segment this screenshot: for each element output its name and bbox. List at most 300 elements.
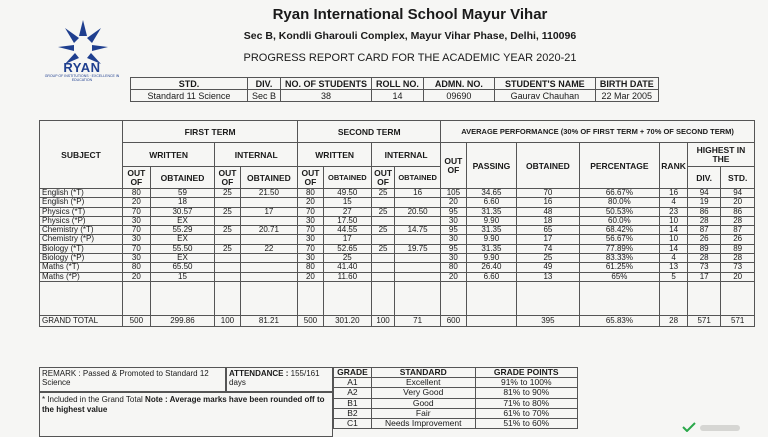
mark-cell: 52.65 <box>323 244 371 253</box>
mark-cell: 30 <box>123 235 151 244</box>
mark-cell: 94 <box>687 189 720 198</box>
mark-cell: 26.40 <box>466 263 517 272</box>
mark-cell: 100 <box>372 316 395 327</box>
mark-cell <box>240 263 298 272</box>
standard-cell: Very Good <box>371 388 475 398</box>
standard-header: STANDARD <box>371 368 475 378</box>
empty-cell <box>40 307 123 316</box>
empty-cell <box>517 307 579 316</box>
subject-cell: Chemistry (*P) <box>40 235 123 244</box>
mark-cell: EX <box>150 254 215 263</box>
mark-cell: 9.90 <box>466 235 517 244</box>
mark-cell: 30 <box>298 254 323 263</box>
mark-cell <box>372 254 395 263</box>
highest-header: HIGHEST IN THE <box>687 143 754 167</box>
mark-cell: 70 <box>123 244 151 253</box>
mark-cell: 100 <box>215 316 240 327</box>
mark-cell: 15 <box>150 272 215 281</box>
school-name: Ryan International School Mayur Vihar <box>272 6 548 23</box>
empty-cell <box>687 299 720 307</box>
mark-cell: 86 <box>687 207 720 216</box>
st-written-header: WRITTEN <box>298 143 372 167</box>
mark-cell: 74 <box>517 244 579 253</box>
mark-cell: 48 <box>517 207 579 216</box>
rank-header: RANK <box>660 143 688 189</box>
mark-cell <box>395 235 441 244</box>
mark-cell: 28 <box>660 316 688 327</box>
empty-cell <box>240 281 298 290</box>
mark-cell: 95 <box>441 226 466 235</box>
grade-cell: B1 <box>334 398 372 408</box>
mark-cell: 31.35 <box>466 226 517 235</box>
mark-cell: 25 <box>323 254 371 263</box>
mark-cell: 16 <box>395 189 441 198</box>
mark-cell: 19.75 <box>395 244 441 253</box>
mark-cell: 30 <box>441 235 466 244</box>
mark-cell: 70 <box>517 189 579 198</box>
empty-cell <box>395 281 441 290</box>
mark-cell: 80 <box>298 189 323 198</box>
mark-cell: 87 <box>721 226 755 235</box>
mark-cell: 59 <box>150 189 215 198</box>
mark-cell: 95 <box>441 207 466 216</box>
passing-header: PASSING <box>466 143 517 189</box>
empty-cell <box>240 290 298 298</box>
table-row <box>40 189 755 198</box>
empty-cell <box>150 307 215 316</box>
mark-cell: 31.35 <box>466 244 517 253</box>
mark-cell: 15 <box>323 198 371 207</box>
mark-cell: 14 <box>660 226 688 235</box>
attendance-label: ATTENDANCE : <box>229 369 289 378</box>
mark-cell <box>240 216 298 225</box>
empty-cell <box>579 299 660 307</box>
mark-cell: 31.35 <box>466 207 517 216</box>
empty-cell <box>323 307 371 316</box>
mark-cell: 86 <box>721 207 755 216</box>
obtained-header: OBTAINED <box>323 167 371 189</box>
mark-cell: 571 <box>687 316 720 327</box>
first-term-header: FIRST TERM <box>123 121 298 143</box>
mark-cell: 14.75 <box>395 226 441 235</box>
mark-cell: 9.90 <box>466 216 517 225</box>
students-count-value: 38 <box>281 90 372 102</box>
mark-cell: 56.67% <box>579 235 660 244</box>
logo-tagline: GROUP OF INSTITUTIONS · EXCELLENCE IN EDUCATION <box>44 74 120 82</box>
mark-cell: 600 <box>441 316 466 327</box>
empty-cell <box>123 307 151 316</box>
empty-cell <box>721 281 755 290</box>
empty-cell <box>721 299 755 307</box>
mark-cell: 20 <box>298 272 323 281</box>
mark-cell: 20 <box>721 198 755 207</box>
mark-cell: 28 <box>687 254 720 263</box>
mark-cell: 80 <box>441 263 466 272</box>
mark-cell: 68.42% <box>579 226 660 235</box>
mark-cell <box>395 254 441 263</box>
mark-cell <box>395 263 441 272</box>
subject-cell: Biology (*T) <box>40 244 123 253</box>
highest-std-header: STD. <box>721 167 755 189</box>
mark-cell: 44.55 <box>323 226 371 235</box>
blank-row <box>40 299 755 307</box>
grade-body <box>334 378 578 429</box>
mark-cell: EX <box>150 235 215 244</box>
mark-cell <box>215 216 240 225</box>
empty-cell <box>441 290 466 298</box>
empty-cell <box>660 290 688 298</box>
blank-row <box>40 307 755 316</box>
school-address: Sec B, Kondli Gharouli Complex, Mayur Vihar Phase, Delhi, 110096 <box>243 30 577 42</box>
mark-cell: 30 <box>441 254 466 263</box>
mark-cell: 11.60 <box>323 272 371 281</box>
mark-cell: 301.20 <box>323 316 371 327</box>
mark-cell <box>395 272 441 281</box>
grade-points-cell: 91% to 100% <box>475 378 577 388</box>
standard-cell: Fair <box>371 408 475 418</box>
empty-cell <box>466 281 517 290</box>
empty-cell <box>372 299 395 307</box>
mark-cell: 571 <box>721 316 755 327</box>
mark-cell: 73 <box>687 263 720 272</box>
table-row <box>40 244 755 253</box>
mark-cell: 20 <box>441 198 466 207</box>
empty-cell <box>323 281 371 290</box>
empty-cell <box>323 290 371 298</box>
blank-row <box>40 281 755 290</box>
empty-cell <box>215 281 240 290</box>
mark-cell <box>466 316 517 327</box>
mark-cell: 26 <box>721 235 755 244</box>
report-title: PROGRESS REPORT CARD FOR THE ACADEMIC YEAR 2020-21 <box>243 52 577 64</box>
mark-cell: 17 <box>517 235 579 244</box>
grade-scale-table <box>333 367 578 429</box>
mark-cell: 19 <box>687 198 720 207</box>
subject-cell: Physics (*P) <box>40 216 123 225</box>
mark-cell <box>240 254 298 263</box>
mark-cell: 17 <box>240 207 298 216</box>
mark-cell: 22 <box>240 244 298 253</box>
mark-cell: 17 <box>323 235 371 244</box>
empty-cell <box>40 290 123 298</box>
empty-cell <box>150 299 215 307</box>
mark-cell: 25 <box>372 207 395 216</box>
student-info-table <box>130 77 659 102</box>
table-row <box>40 226 755 235</box>
empty-cell <box>517 281 579 290</box>
mark-cell <box>372 216 395 225</box>
empty-cell <box>660 307 688 316</box>
attendance-value: 155/161 days <box>229 369 320 387</box>
mark-cell: 94 <box>721 189 755 198</box>
mark-cell: 21.50 <box>240 189 298 198</box>
mark-cell <box>240 198 298 207</box>
mark-cell: 26 <box>687 235 720 244</box>
mark-cell <box>215 272 240 281</box>
empty-cell <box>395 299 441 307</box>
mark-cell: 13 <box>660 263 688 272</box>
subject-cell: GRAND TOTAL <box>40 316 123 327</box>
mark-cell: 20 <box>123 272 151 281</box>
marks-body <box>40 189 755 327</box>
ft-written-header: WRITTEN <box>123 143 215 167</box>
table-row <box>40 263 755 272</box>
mark-cell: 89 <box>721 244 755 253</box>
mark-cell: 61.25% <box>579 263 660 272</box>
empty-cell <box>466 299 517 307</box>
mark-cell: 80 <box>298 263 323 272</box>
mark-cell: 25 <box>517 254 579 263</box>
note-rounding: Note : Average marks have been rounded off to the highest value <box>42 395 325 414</box>
avg-out-of-header: OUT OF <box>441 143 466 189</box>
mark-cell: 50.53% <box>579 207 660 216</box>
subject-cell: Maths (*P) <box>40 272 123 281</box>
grand-total-row <box>40 316 755 327</box>
blank-row <box>40 290 755 298</box>
out-of-header: OUT OF <box>215 167 240 189</box>
mark-cell: 6.60 <box>466 198 517 207</box>
table-row <box>40 235 755 244</box>
grade-row <box>334 418 578 428</box>
name-header: STUDENT'S NAME <box>494 78 595 90</box>
subject-cell: Biology (*P) <box>40 254 123 263</box>
mark-cell: 55.50 <box>150 244 215 253</box>
mark-cell <box>372 263 395 272</box>
mark-cell <box>215 198 240 207</box>
empty-cell <box>721 307 755 316</box>
empty-cell <box>298 290 323 298</box>
table-row <box>40 216 755 225</box>
mark-cell: 20 <box>441 272 466 281</box>
subject-cell: English (*P) <box>40 198 123 207</box>
obtained-header: OBTAINED <box>395 167 441 189</box>
div-header: DIV. <box>248 78 281 90</box>
grade-cell: A1 <box>334 378 372 388</box>
mark-cell: 23 <box>660 207 688 216</box>
mark-cell: 70 <box>298 226 323 235</box>
mark-cell <box>215 235 240 244</box>
mark-cell <box>372 235 395 244</box>
mark-cell: 49.50 <box>323 189 371 198</box>
out-of-header: OUT OF <box>298 167 323 189</box>
note-box <box>39 392 333 437</box>
mark-cell: 66.67% <box>579 189 660 198</box>
mark-cell: 28 <box>721 254 755 263</box>
standard-cell: Good <box>371 398 475 408</box>
empty-cell <box>150 281 215 290</box>
mark-cell: 13 <box>517 272 579 281</box>
grade-row <box>334 388 578 398</box>
mark-cell: 77.89% <box>579 244 660 253</box>
empty-cell <box>579 281 660 290</box>
mark-cell: 87 <box>687 226 720 235</box>
empty-cell <box>441 307 466 316</box>
mark-cell: 20.71 <box>240 226 298 235</box>
mark-cell: 9.90 <box>466 254 517 263</box>
ft-internal-header: INTERNAL <box>215 143 298 167</box>
mark-cell: 89 <box>687 244 720 253</box>
grade-header: GRADE <box>334 368 372 378</box>
mark-cell: 28 <box>687 216 720 225</box>
mark-cell: 70 <box>123 226 151 235</box>
birth-value: 22 Mar 2005 <box>595 90 658 102</box>
table-row <box>40 198 755 207</box>
mark-cell: 65.50 <box>150 263 215 272</box>
mark-cell: 10 <box>660 216 688 225</box>
mark-cell <box>240 272 298 281</box>
empty-cell <box>579 290 660 298</box>
mark-cell: 49 <box>517 263 579 272</box>
mark-cell: 65% <box>579 272 660 281</box>
mark-cell: EX <box>150 216 215 225</box>
mark-cell: 500 <box>123 316 151 327</box>
empty-cell <box>372 307 395 316</box>
subject-cell: Maths (*T) <box>40 263 123 272</box>
grade-row <box>334 398 578 408</box>
empty-cell <box>517 299 579 307</box>
mark-cell: 395 <box>517 316 579 327</box>
mark-cell: 18 <box>517 216 579 225</box>
mark-cell: 83.33% <box>579 254 660 263</box>
empty-cell <box>466 307 517 316</box>
remark-box <box>39 367 226 392</box>
subject-cell: English (*T) <box>40 189 123 198</box>
mark-cell: 70 <box>298 244 323 253</box>
admn-header: ADMN. NO. <box>423 78 494 90</box>
grade-points-header: GRADE POINTS <box>475 368 577 378</box>
div-value: Sec B <box>248 90 281 102</box>
remark-text: REMARK : Passed & Promoted to Standard 12 Science <box>42 369 209 387</box>
grade-points-cell: 61% to 70% <box>475 408 577 418</box>
mark-cell: 70 <box>298 207 323 216</box>
roll-header: ROLL NO. <box>372 78 424 90</box>
mark-cell: 30 <box>441 216 466 225</box>
mark-cell <box>395 216 441 225</box>
mark-cell: 30 <box>298 235 323 244</box>
mark-cell: 25 <box>372 244 395 253</box>
attendance-box <box>226 367 333 392</box>
standard-cell: Needs Improvement <box>371 418 475 428</box>
mark-cell: 81.21 <box>240 316 298 327</box>
empty-cell <box>298 281 323 290</box>
mark-cell: 16 <box>517 198 579 207</box>
out-of-header: OUT OF <box>123 167 151 189</box>
mark-cell: 73 <box>721 263 755 272</box>
birth-header: BIRTH DATE <box>595 78 658 90</box>
name-value: Gaurav Chauhan <box>494 90 595 102</box>
mark-cell: 65 <box>517 226 579 235</box>
standard-cell: Excellent <box>371 378 475 388</box>
mark-cell: 10 <box>660 235 688 244</box>
mark-cell: 25 <box>215 226 240 235</box>
empty-cell <box>660 299 688 307</box>
mark-cell: 41.40 <box>323 263 371 272</box>
blurred-mark <box>700 425 740 431</box>
note-included: * Included in the Grand Total <box>42 395 143 404</box>
marks-table <box>39 120 755 327</box>
empty-cell <box>687 290 720 298</box>
mark-cell <box>215 254 240 263</box>
mark-cell: 30 <box>123 216 151 225</box>
mark-cell: 14 <box>660 244 688 253</box>
subject-header: SUBJECT <box>40 121 123 189</box>
out-of-header: OUT OF <box>372 167 395 189</box>
mark-cell: 27 <box>323 207 371 216</box>
mark-cell: 299.86 <box>150 316 215 327</box>
mark-cell: 17 <box>687 272 720 281</box>
mark-cell: 60.0% <box>579 216 660 225</box>
mark-cell: 70 <box>123 207 151 216</box>
mark-cell: 80 <box>123 189 151 198</box>
empty-cell <box>215 307 240 316</box>
subject-cell: Physics (*T) <box>40 207 123 216</box>
grade-points-cell: 81% to 90% <box>475 388 577 398</box>
check-mark-icon <box>682 422 696 432</box>
mark-cell: 55.29 <box>150 226 215 235</box>
grade-row <box>334 378 578 388</box>
mark-cell: 65.83% <box>579 316 660 327</box>
logo-wordmark: RYAN <box>63 60 101 75</box>
mark-cell: 20 <box>123 198 151 207</box>
mark-cell: 5 <box>660 272 688 281</box>
grade-points-cell: 71% to 80% <box>475 398 577 408</box>
roll-value: 14 <box>372 90 424 102</box>
table-row <box>40 254 755 263</box>
empty-cell <box>687 281 720 290</box>
empty-cell <box>466 290 517 298</box>
mark-cell: 6.60 <box>466 272 517 281</box>
empty-cell <box>240 299 298 307</box>
grade-cell: A2 <box>334 388 372 398</box>
mark-cell: 17.50 <box>323 216 371 225</box>
mark-cell: 18 <box>150 198 215 207</box>
mark-cell: 25 <box>372 226 395 235</box>
mark-cell <box>395 198 441 207</box>
mark-cell: 25 <box>372 189 395 198</box>
mark-cell: 20.50 <box>395 207 441 216</box>
empty-cell <box>123 299 151 307</box>
empty-cell <box>40 299 123 307</box>
mark-cell: 95 <box>441 244 466 253</box>
highest-div-header: DIV. <box>687 167 720 189</box>
empty-cell <box>395 290 441 298</box>
empty-cell <box>687 307 720 316</box>
mark-cell: 20 <box>721 272 755 281</box>
mark-cell: 30.57 <box>150 207 215 216</box>
mark-cell: 25 <box>215 189 240 198</box>
obtained-header: OBTAINED <box>240 167 298 189</box>
st-internal-header: INTERNAL <box>372 143 441 167</box>
mark-cell: 25 <box>215 244 240 253</box>
subject-cell: Chemistry (*T) <box>40 226 123 235</box>
percentage-header: PERCENTAGE <box>579 143 660 189</box>
mark-cell: 500 <box>298 316 323 327</box>
mark-cell: 30 <box>298 216 323 225</box>
mark-cell: 71 <box>395 316 441 327</box>
empty-cell <box>372 281 395 290</box>
admn-value: 09690 <box>423 90 494 102</box>
average-header: AVERAGE PERFORMANCE (30% OF FIRST TERM + 70% OF SECOND TERM) <box>441 121 755 143</box>
mark-cell: 105 <box>441 189 466 198</box>
mark-cell: 16 <box>660 189 688 198</box>
empty-cell <box>298 307 323 316</box>
avg-obtained-header: OBTAINED <box>517 143 579 189</box>
empty-cell <box>150 290 215 298</box>
empty-cell <box>123 281 151 290</box>
empty-cell <box>40 281 123 290</box>
empty-cell <box>240 307 298 316</box>
empty-cell <box>215 299 240 307</box>
